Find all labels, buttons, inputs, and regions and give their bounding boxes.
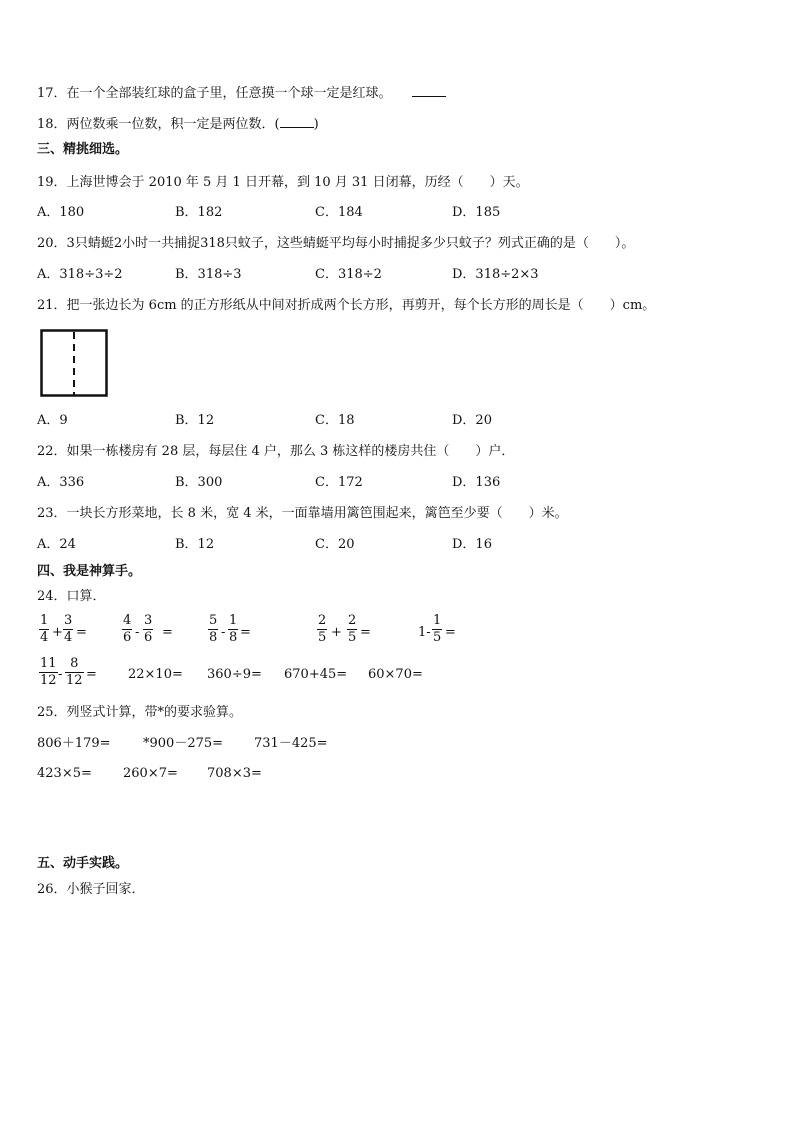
option-a[interactable]: A．180 [37,205,85,220]
section-4-title: 四、我是神算手。 [37,564,142,579]
fraction: 2 5 [318,613,327,645]
calc-item: 670+45= [284,667,348,682]
fraction: 11 12 [40,656,57,688]
option-b[interactable]: B．12 [175,537,215,552]
calc-item: *900－275= [143,736,224,751]
option-a[interactable]: A．24 [37,537,76,552]
option-a[interactable]: A．336 [37,475,85,490]
option-d[interactable]: D．20 [452,413,492,428]
calc-item: 360÷9= [207,667,262,682]
option-a[interactable]: A．9 [37,413,68,428]
equals-sign: = [445,625,456,640]
option-a[interactable]: A．318÷3÷2 [37,267,123,282]
option-b[interactable]: B．300 [175,475,223,490]
section-5-title: 五、动手实践。 [37,856,129,871]
section-3-title: 三、精挑细选。 [37,142,129,157]
fraction: 4 6 [123,613,132,645]
fraction: 3 6 [144,613,153,645]
operator: - [58,667,63,682]
calc-item: 731－425= [254,736,328,751]
question-19-text: 19．上海世博会于 2010 年 5 月 1 日开幕，到 10 月 31 日闭幕，历经（ ）天。 [37,175,529,190]
fraction: 1 5 [433,613,442,645]
question-24-text: 24．口算． [37,589,106,604]
operator: + [52,625,63,640]
fraction: 1 4 [40,613,49,645]
answer-blank[interactable] [280,115,314,128]
fraction: 2 5 [348,613,357,645]
option-c[interactable]: C．172 [315,475,363,490]
calc-item: 22×10= [128,667,183,682]
question-23-text: 23．一块长方形菜地，长 8 米，宽 4 米，一面靠墙用篱笆围起来，篱笆至少要（ ）米。 [37,506,568,521]
calc-item: 708×3= [207,766,262,781]
question-18 [37,115,319,133]
question-18-close: ) [313,117,319,132]
option-c[interactable]: C．184 [315,205,363,220]
equals-sign: = [86,667,97,682]
equals-sign: = [162,625,173,640]
question-25-text: 25．列竖式计算，带*的要求验算。 [37,705,243,720]
fraction: 1 8 [229,613,238,645]
option-b[interactable]: B．182 [175,205,223,220]
option-c[interactable]: C．20 [315,537,355,552]
leading-term: 1- [418,625,431,640]
question-22-text: 22．如果一栋楼房有 28 层，每层住 4 户，那么 3 栋这样的楼房共住（ ）户． [37,444,515,459]
answer-blank[interactable] [412,84,446,97]
question-26-text: 26．小猴子回家． [37,882,145,897]
operator: - [221,625,226,640]
equals-sign: = [76,625,87,640]
option-c[interactable]: C．18 [315,413,355,428]
option-d[interactable]: D．318÷2×3 [452,267,539,282]
fraction: 5 8 [209,613,218,645]
option-b[interactable]: B．12 [175,413,215,428]
option-d[interactable]: D．16 [452,537,492,552]
question-20-text: 20．3只蜻蜓2小时一共捕捉318只蚊子，这些蜻蜓平均每小时捕捉多少只蚊子？列式正确的是（ ）。 [37,236,635,251]
calc-item: 260×7= [123,766,178,781]
option-d[interactable]: D．136 [452,475,501,490]
question-18-text: 18．两位数乘一位数，积一定是两位数．( [37,117,280,132]
option-c[interactable]: C．318÷2 [315,267,382,282]
equals-sign: = [240,625,251,640]
folded-square-figure [40,329,108,397]
operator: - [135,625,140,640]
question-17 [37,84,446,102]
option-d[interactable]: D．185 [452,205,501,220]
question-21-text: 21．把一张边长为 6cm 的正方形纸从中间对折成两个长方形，再剪开，每个长方形的周长是（ ）cm。 [37,298,656,313]
calc-item: 60×70= [368,667,423,682]
fraction: 8 12 [66,656,83,688]
option-b[interactable]: B．318÷3 [175,267,242,282]
question-17-text: 17．在一个全部装红球的盒子里，任意摸一个球一定是红球。 [37,86,392,101]
calc-item: 423×5= [37,766,92,781]
fraction: 3 4 [64,613,73,645]
equals-sign: = [360,625,371,640]
operator: + [331,625,342,640]
calc-item: 806＋179= [37,736,111,751]
